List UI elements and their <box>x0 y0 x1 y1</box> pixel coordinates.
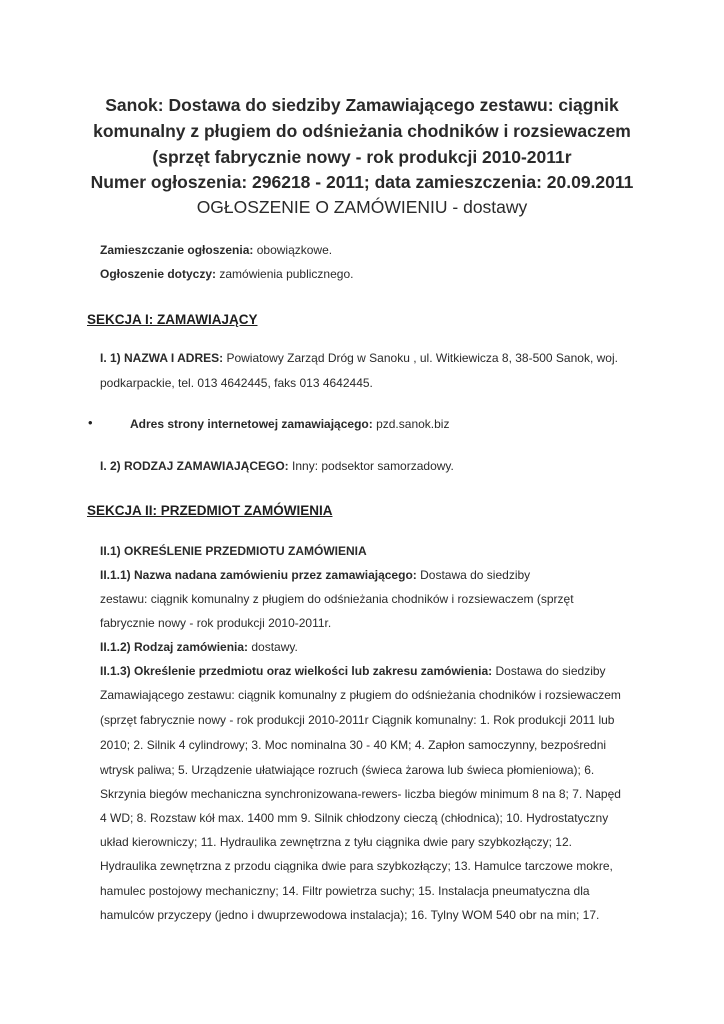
order-description-line: (sprzęt fabrycznie nowy - rok produkcji 2010-2011r Ciągnik komunalny: 1. Rok produkcji 2011 lub <box>100 713 615 727</box>
order-name-value-1: Dostawa do siedziby <box>416 568 531 582</box>
order-description-row <box>100 663 606 679</box>
document-title-line-1: Sanok: Dostawa do siedziby Zamawiającego zestawu: ciągnik <box>105 95 619 115</box>
order-description-line: hamulec postojowy mechaniczny; 14. Filtr powietrza suchy; 15. Instalacja pneumatyczna dla <box>100 884 590 898</box>
section-2-heading: SEKCJA II: PRZEDMIOT ZAMÓWIENIA <box>87 503 333 518</box>
order-description-line: Hydraulika zewnętrzna z przodu ciągnika dwie para szybkozłączy; 13. Hamulce tarczowe mokre, <box>100 859 613 873</box>
order-description-line: 4 WD; 8. Rozstaw kół max. 1400 mm 9. Silnik chłodzony cieczą (chłodnica); 10. Hydrostatyczny <box>100 811 609 825</box>
order-kind-value: dostawy. <box>248 640 298 654</box>
order-name-value-2: zestawu: ciągnik komunalny z pługiem do odśnieżania chodników i rozsiewaczem (sprzęt <box>100 592 574 606</box>
section-1-heading: SEKCJA I: ZAMAWIAJĄCY <box>87 312 258 327</box>
order-description-label: II.1.3) Określenie przedmiotu oraz wielkości lub zakresu zamówienia: <box>100 664 493 678</box>
concerns-row <box>100 266 353 282</box>
order-kind-label: II.1.2) Rodzaj zamówienia: <box>100 640 249 654</box>
website-value: pzd.sanok.biz <box>372 417 450 431</box>
website-label: Adres strony internetowej zamawiającego: <box>130 417 373 431</box>
order-name-value-3: fabrycznie nowy - rok produkcji 2010-2011r. <box>100 616 332 630</box>
document-title-line-4: Numer ogłoszenia: 296218 - 2011; data zamieszczenia: 20.09.2011 <box>90 172 634 192</box>
section-2-subheading: II.1) OKREŚLENIE PRZEDMIOTU ZAMÓWIENIA <box>100 544 367 558</box>
section-1-name-value-1: Powiatowy Zarząd Dróg w Sanoku , ul. Witkiewicza 8, 38-500 Sanok, woj. <box>223 351 618 365</box>
order-description-line: Skrzynia biegów mechaniczna synchronizowana-rewers- liczba biegów minimum 8 na 8; 7. Napęd <box>100 787 621 801</box>
placement-label: Zamieszczanie ogłoszenia: <box>100 243 254 257</box>
order-description-line: wtrysk paliwa; 5. Urządzenie ułatwiające rozruch (świeca żarowa lub świeca płomieniowa); 6. <box>100 763 595 777</box>
bullet-icon: • <box>88 415 93 430</box>
website-row <box>130 416 449 432</box>
order-description-line: hamulców przyczepy (jedno i dwuprzewodowa instalacja); 16. Tylny WOM 540 obr na min; 17. <box>100 908 600 922</box>
section-1-name-row <box>100 350 618 366</box>
section-1-type-label: I. 2) RODZAJ ZAMAWIAJĄCEGO: <box>100 459 289 473</box>
concerns-value: zamówienia publicznego. <box>216 267 354 281</box>
placement-value: obowiązkowe. <box>253 243 333 257</box>
document-title-line-3: (sprzęt fabrycznie nowy - rok produkcji 2010-2011r <box>152 147 572 167</box>
order-description-line: układ kierowniczy; 11. Hydraulika zewnętrzna z tyłu ciągnika dwie pary szybkozłączy; 12. <box>100 835 572 849</box>
order-name-label: II.1.1) Nazwa nadana zamówieniu przez zamawiającego: <box>100 568 417 582</box>
concerns-label: Ogłoszenie dotyczy: <box>100 267 217 281</box>
section-1-type-row <box>100 458 454 474</box>
document-subtitle: OGŁOSZENIE O ZAMÓWIENIU - dostawy <box>196 197 528 217</box>
order-name-row <box>100 567 530 583</box>
section-1-name-value-2: podkarpackie, tel. 013 4642445, faks 013 4642445. <box>100 376 373 390</box>
section-1-type-value: Inny: podsektor samorzadowy. <box>288 459 454 473</box>
order-kind-row <box>100 639 298 655</box>
order-description-line: Zamawiającego zestawu: ciągnik komunalny z pługiem do odśnieżania chodników i rozsiewaczem <box>100 688 621 702</box>
order-description-value-first: Dostawa do siedziby <box>492 664 606 678</box>
placement-row <box>100 242 332 258</box>
section-1-name-label: I. 1) NAZWA I ADRES: <box>100 351 224 365</box>
order-description-line: 2010; 2. Silnik 4 cylindrowy; 3. Moc nominalna 30 - 40 KM; 4. Zapłon samoczynny, bezpośredni <box>100 738 607 752</box>
document-title-line-2: komunalny z pługiem do odśnieżania chodników i rozsiewaczem <box>93 121 631 141</box>
